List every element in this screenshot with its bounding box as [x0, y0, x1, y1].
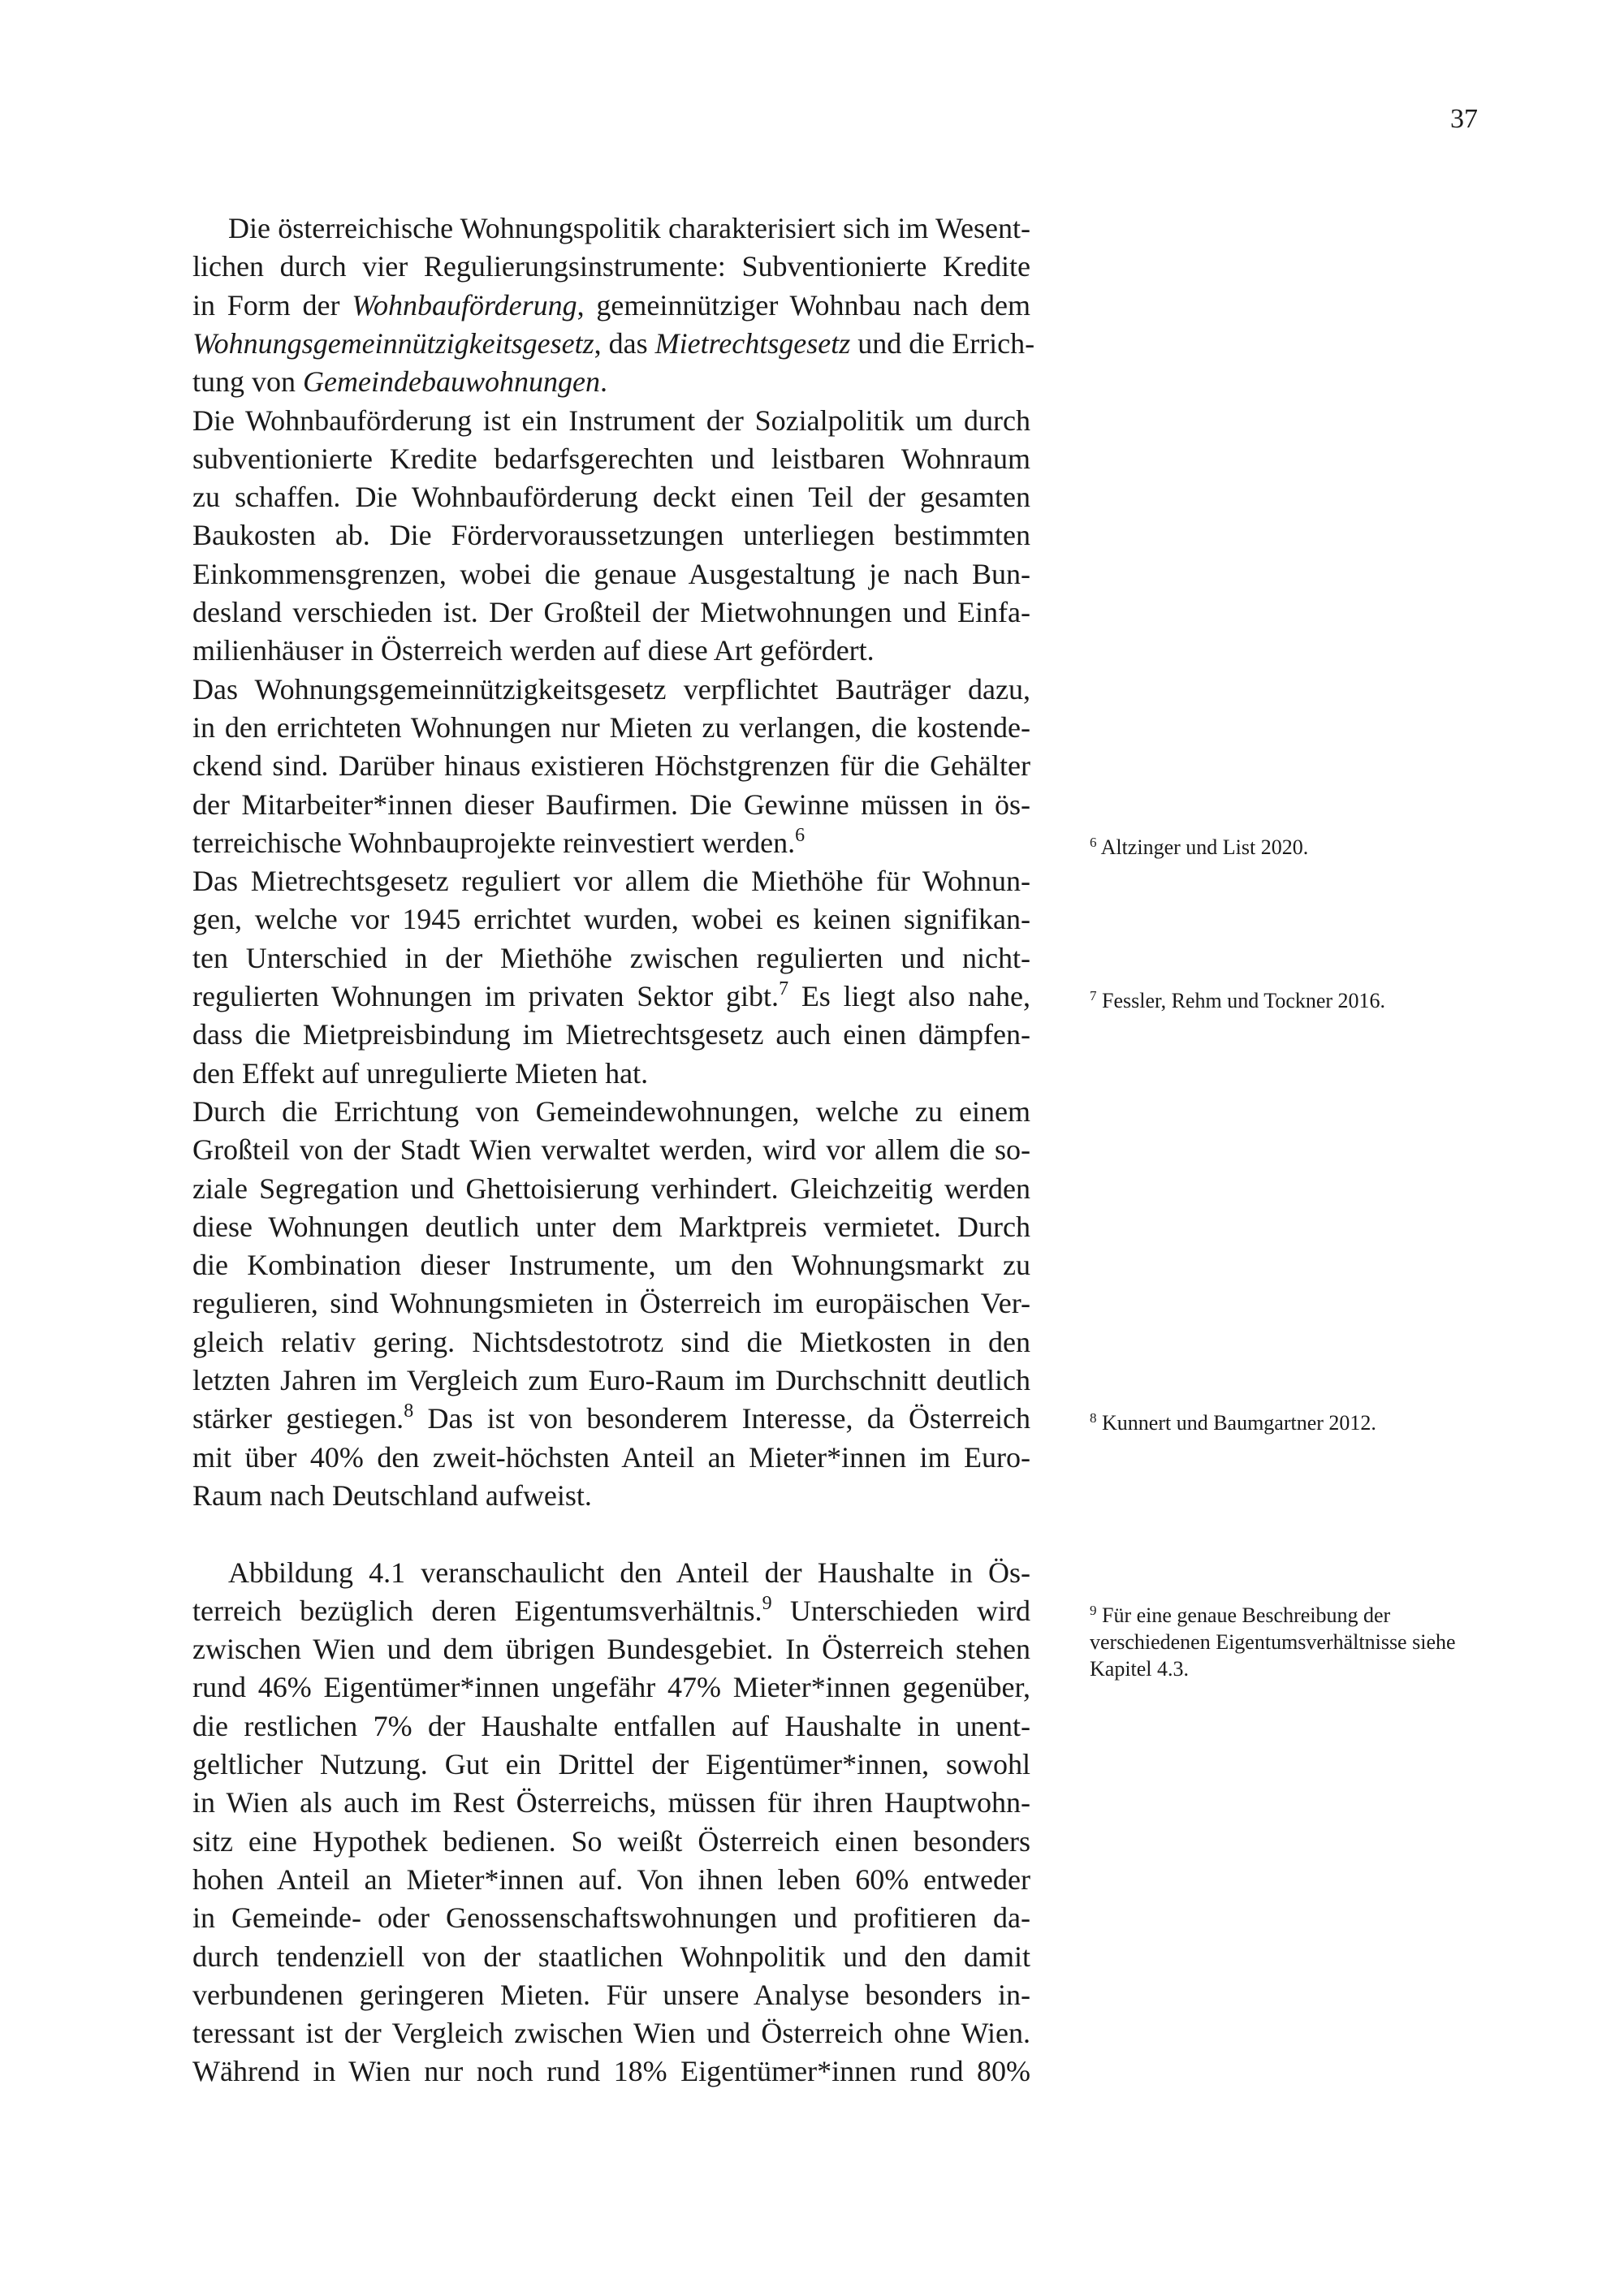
- text-line: [192, 1630, 1030, 1668]
- text-span: zu schaffen. Die Wohnbauförderung deckt einen Teil der gesamten: [192, 481, 1030, 514]
- text-span: Einkommensgrenzen, wobei die genaue Ausgestaltung je nach Bun-: [192, 557, 1030, 590]
- text-line: [192, 1400, 1030, 1438]
- text-line: [192, 1323, 1030, 1362]
- text-span: verbundenen geringeren Mieten. Für unsere Analyse besonders in-: [192, 1978, 1030, 2011]
- text-span: , gemeinnütziger Wohnbau nach dem: [577, 288, 1030, 322]
- text-span: dass die Mietpreisbindung im Mietrechtsgesetz auch einen dämpfen-: [192, 1018, 1030, 1051]
- footnote-text: Altzinger und List 2020.: [1100, 835, 1309, 859]
- text-span: in Wien als auch im Rest Österreichs, müssen für ihren Hauptwohn-: [192, 1786, 1030, 1819]
- text-span: Raum nach Deutschland aufweist.: [192, 1478, 592, 1512]
- text-line: [192, 709, 1030, 747]
- text-line: [192, 1246, 1030, 1284]
- text-span: Das Wohnungsgemeinnützigkeitsgesetz verpflichtet Bauträger dazu,: [192, 672, 1030, 706]
- text-line: [192, 1592, 1030, 1630]
- text-line: [192, 632, 1030, 670]
- text-span: diese Wohnungen deutlich unter dem Marktpreis vermietet. Durch: [192, 1210, 1030, 1243]
- text-span: rund 46% Eigentümer*innen ungefähr 47% Mieter*innen gegenüber,: [192, 1671, 1030, 1704]
- footnote-marker[interactable]: 9: [762, 1592, 772, 1614]
- text-line: [192, 593, 1030, 632]
- text-span: tung von: [192, 365, 304, 399]
- text-line: [192, 2052, 1030, 2091]
- text-span: Die österreichische Wohnungspolitik charakterisiert sich im Wesent-: [228, 212, 1030, 244]
- text-line: [192, 978, 1030, 1016]
- page-number: 37: [1450, 104, 1478, 134]
- text-line: [192, 478, 1030, 516]
- text-line: [192, 248, 1030, 286]
- text-span: Das Mietrechtsgesetz reguliert vor allem die Miethöhe für Wohnun-: [192, 865, 1030, 898]
- footnote-9: [1090, 1602, 1496, 1682]
- text-line: [192, 1477, 1030, 1515]
- footnote-8: [1090, 1409, 1496, 1436]
- text-span: durch tendenziell von der staatlichen Wohnpolitik und den damit: [192, 1940, 1030, 1973]
- text-line: [192, 1055, 1030, 1093]
- text-line: [192, 2014, 1030, 2052]
- emphasis-text: Wohnungsgemeinnützigkeitsgesetz: [192, 326, 594, 360]
- footnote-number: 7: [1090, 988, 1097, 1003]
- text-line: [192, 1707, 1030, 1746]
- text-span: in Gemeinde- oder Genossenschaftswohnungen und profitieren da-: [192, 1901, 1030, 1935]
- footnote-text: Kunnert und Baumgartner 2012.: [1102, 1411, 1376, 1435]
- text-span: in den errichteten Wohnungen nur Mieten zu verlangen, die kostende-: [192, 710, 1030, 744]
- text-span: die Kombination dieser Instrumente, um den Wohnungsmarkt zu: [192, 1249, 1030, 1282]
- text-span: terreich bezüglich deren Eigentumsverhältnis.: [192, 1594, 762, 1627]
- footnote-number: 8: [1090, 1410, 1097, 1426]
- text-span: Abbildung 4.1 veranschaulicht den Anteil der Haushalte in Ös-: [228, 1556, 1030, 1589]
- text-line: [192, 939, 1030, 978]
- text-span: den Effekt auf unregulierte Mieten hat.: [192, 1056, 649, 1090]
- text-span: und die Errich-: [850, 326, 1035, 360]
- text-span: teressant ist der Vergleich zwischen Wien und Österreich ohne Wien.: [192, 2017, 1030, 2050]
- text-line: [192, 1784, 1030, 1822]
- text-line: [192, 1861, 1030, 1899]
- text-span: Großteil von der Stadt Wien verwaltet werden, wird vor allem die so-: [192, 1133, 1030, 1167]
- text-line: [192, 1093, 1030, 1131]
- text-span: Die Wohnbauförderung ist ein Instrument der Sozialpolitik um durch: [192, 404, 1030, 437]
- text-span: Das ist von besonderem Interesse, da Österreich: [413, 1402, 1030, 1435]
- text-span: zwischen Wien und dem übrigen Bundesgebiet. In Österreich stehen: [192, 1633, 1030, 1666]
- text-span: regulieren, sind Wohnungsmieten in Österreich im europäischen Ver-: [192, 1287, 1030, 1320]
- text-line: [192, 440, 1030, 478]
- text-span: geltlicher Nutzung. Gut ein Drittel der Eigentümer*innen, sowohl: [192, 1748, 1030, 1780]
- text-line: [228, 1554, 1030, 1592]
- text-span: subventionierte Kredite bedarfsgerechten und leistbaren Wohnraum: [192, 442, 1030, 475]
- text-span: ten Unterschied in der Miethöhe zwischen regulierten und nicht-: [192, 941, 1030, 974]
- text-line: [192, 555, 1030, 593]
- text-line: [192, 747, 1030, 785]
- footnote-text: Fessler, Rehm und Tockner 2016.: [1102, 989, 1386, 1012]
- text-span: Es liegt also nahe,: [788, 980, 1031, 1012]
- text-span: gleich relativ gering. Nichtsdestotrotz sind die Mietkosten in den: [192, 1325, 1030, 1358]
- text-span: Durch die Errichtung von Gemeindewohnungen, welche zu einem: [192, 1094, 1030, 1128]
- text-line: [192, 671, 1030, 709]
- text-line: [192, 1131, 1030, 1169]
- footnote-7: [1090, 987, 1496, 1014]
- text-line: [192, 1439, 1030, 1477]
- text-span: in Form der: [192, 288, 352, 322]
- text-span: der Mitarbeiter*innen dieser Baufirmen. Die Gewinne müssen in ös-: [192, 788, 1030, 821]
- text-span: gen, welche vor 1945 errichtet wurden, wobei es keinen signifikan-: [192, 903, 1030, 936]
- text-span: Baukosten ab. Die Fördervoraussetzungen unterliegen bestimmten: [192, 519, 1030, 552]
- text-line: [192, 824, 1030, 862]
- footnote-marker[interactable]: 6: [795, 824, 806, 846]
- emphasis-text: Gemeindebauwohnungen: [303, 365, 600, 399]
- text-line: [192, 1362, 1030, 1400]
- text-line: [192, 1746, 1030, 1784]
- text-line: [192, 516, 1030, 555]
- footnote-6: [1090, 834, 1496, 861]
- text-span: mit über 40% den zweit-höchsten Anteil an Mieter*innen im Euro-: [192, 1440, 1030, 1474]
- text-span: terreichische Wohnbauprojekte reinvestiert werden.: [192, 826, 796, 859]
- text-line: [192, 287, 1030, 325]
- text-line: [192, 1668, 1030, 1707]
- text-span: milienhäuser in Österreich werden auf diese Art gefördert.: [192, 634, 875, 667]
- text-span: ziale Segregation und Ghettoisierung verhindert. Gleichzeitig werden: [192, 1172, 1030, 1205]
- text-span: letzten Jahren im Vergleich zum Euro-Raum im Durchschnitt deutlich: [192, 1364, 1030, 1396]
- footnote-marker[interactable]: 8: [404, 1400, 414, 1422]
- text-span: regulierten Wohnungen im privaten Sektor gibt.: [192, 980, 780, 1012]
- text-span: Unterschieden wird: [771, 1594, 1031, 1627]
- text-line: [192, 1976, 1030, 2014]
- text-span: die restlichen 7% der Haushalte entfallen auf Haushalte in unent-: [192, 1709, 1030, 1742]
- footnote-text: Für eine genaue Beschreibung der verschiedenen Eigentumsverhältnisse siehe Kapitel 4.3.: [1090, 1603, 1456, 1681]
- text-line: [192, 325, 1035, 363]
- text-line: [192, 1899, 1030, 1937]
- emphasis-text: Mietrechtsgesetz: [654, 326, 851, 360]
- text-line: [192, 786, 1030, 824]
- emphasis-text: Wohnbauförderung: [352, 288, 577, 322]
- text-line: [192, 402, 1030, 440]
- text-line: [192, 1284, 1030, 1323]
- text-span: .: [599, 365, 607, 399]
- text-span: sitz eine Hypothek bedienen. So weißt Österreich einen besonders: [192, 1824, 1030, 1858]
- text-span: stärker gestiegen.: [192, 1402, 404, 1435]
- text-line: [192, 862, 1030, 900]
- text-span: hohen Anteil an Mieter*innen auf. Von ihnen leben 60% entweder: [192, 1862, 1030, 1896]
- footnote-marker[interactable]: 7: [779, 978, 789, 999]
- text-line: [228, 209, 1030, 248]
- text-line: [192, 1170, 1030, 1208]
- text-line: [192, 1938, 1030, 1976]
- text-line: [192, 1016, 1030, 1054]
- text-span: ckend sind. Darüber hinaus existieren Höchstgrenzen für die Gehälter: [192, 749, 1030, 783]
- text-line: [192, 1208, 1030, 1246]
- text-span: Während in Wien nur noch rund 18% Eigentümer*innen rund 80%: [192, 2055, 1030, 2088]
- footnote-number: 9: [1090, 1602, 1097, 1618]
- text-span: , das: [594, 326, 655, 360]
- text-span: desland verschieden ist. Der Großteil der Mietwohnungen und Einfa-: [192, 596, 1030, 628]
- footnote-number: 6: [1090, 834, 1097, 850]
- text-line: [192, 1823, 1030, 1861]
- text-span: lichen durch vier Regulierungsinstrumente: Subventionierte Kredite: [192, 250, 1030, 283]
- text-line: [192, 900, 1030, 939]
- text-line: [192, 363, 1030, 401]
